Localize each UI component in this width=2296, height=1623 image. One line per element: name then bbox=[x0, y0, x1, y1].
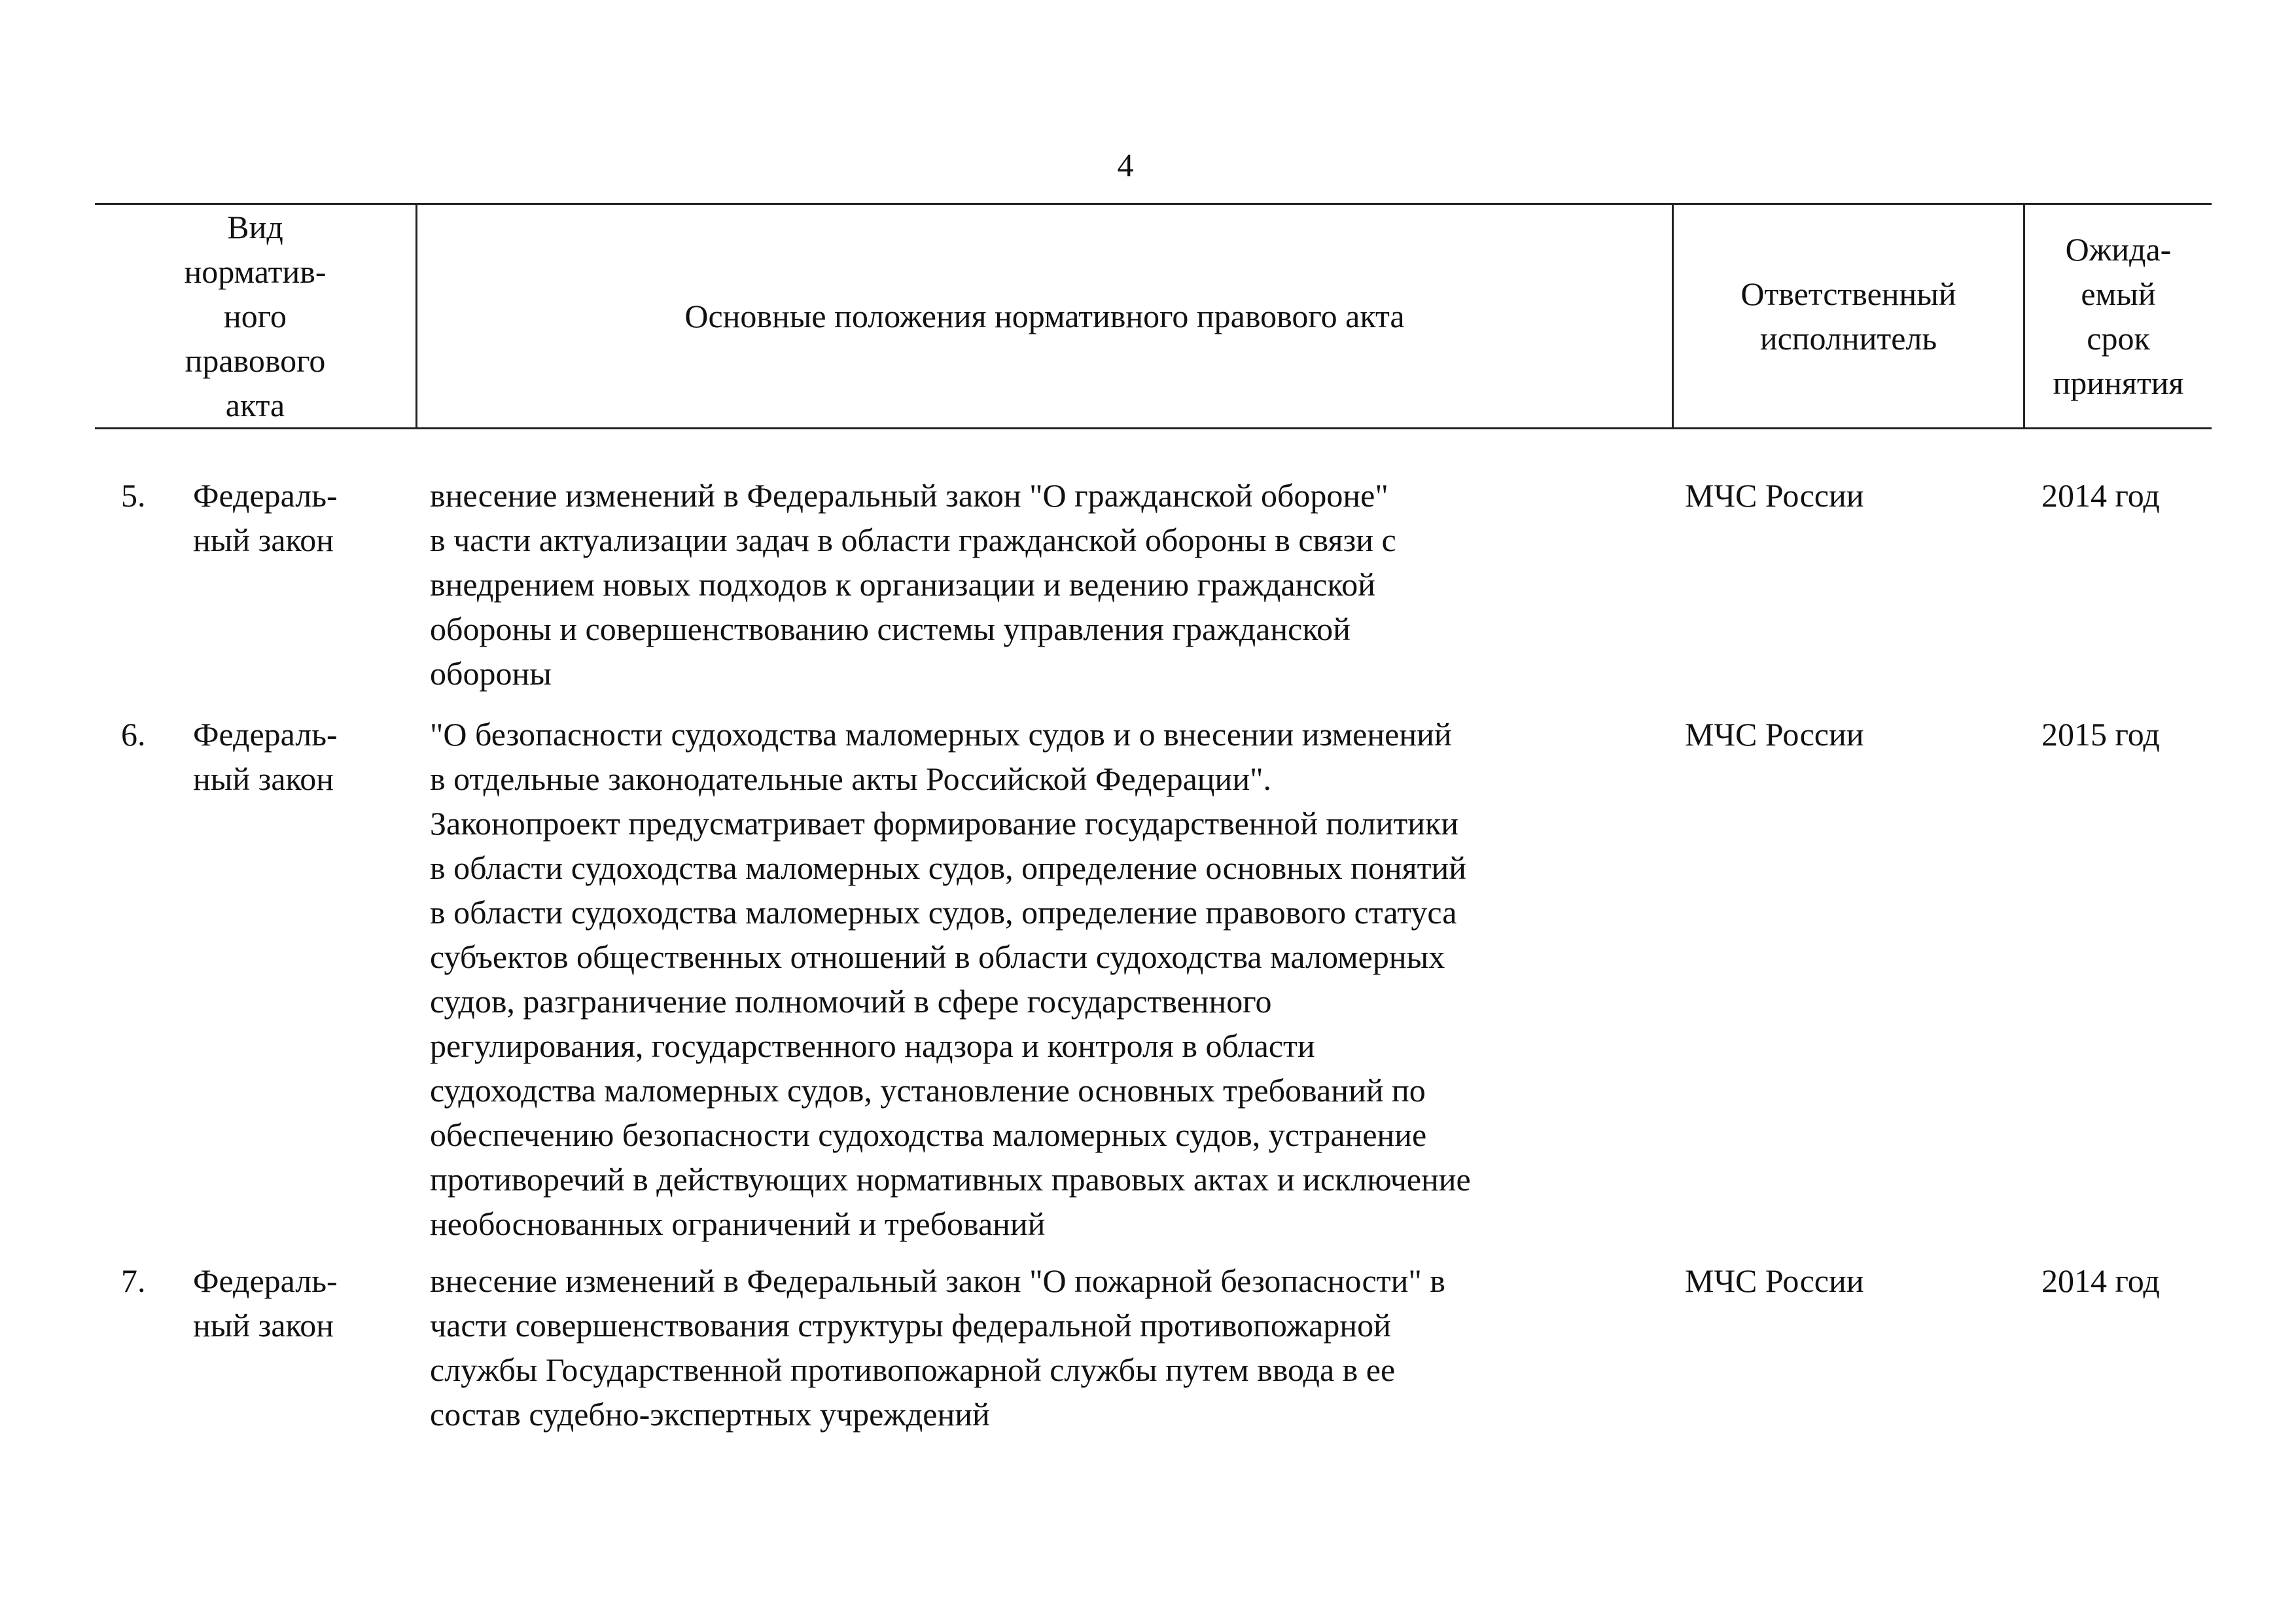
act-type: Федераль- ный закон bbox=[193, 716, 338, 797]
expected-term: 2015 год bbox=[2041, 716, 2160, 753]
column-header-expected-term: Ожида- емый срок принятия bbox=[2053, 230, 2184, 401]
expected-term: 2014 год bbox=[2041, 477, 2160, 514]
expected-term: 2014 год bbox=[2041, 1262, 2160, 1299]
row-number: 7. bbox=[121, 1262, 146, 1299]
row-number: 5. bbox=[121, 477, 146, 514]
act-type: Федераль- ный закон bbox=[193, 1262, 338, 1344]
responsible-executor: МЧС России bbox=[1685, 716, 1864, 753]
column-header-provisions: Основные положения нормативного правового акта bbox=[684, 297, 1405, 334]
page-number: 4 bbox=[1117, 147, 1134, 183]
responsible-executor: МЧС России bbox=[1685, 1262, 1864, 1299]
row-number: 6. bbox=[121, 716, 146, 753]
column-header-act-type: Вид норматив- ного правового акта bbox=[184, 208, 327, 423]
act-provisions: внесение изменений в Федеральный закон "О гражданской обороне" в части актуализации задач в области гражданской обороны в связи с внедрением новых подходов к организации и ведению гражданской обороны и совершенствованию системы управления гражданской обороны bbox=[430, 477, 1396, 692]
table-header-bottom-border bbox=[95, 427, 2212, 429]
act-type: Федераль- ный закон bbox=[193, 477, 338, 558]
responsible-executor: МЧС России bbox=[1685, 477, 1864, 514]
act-provisions: внесение изменений в Федеральный закон "О пожарной безопасности" в части совершенствования структуры федеральной противопожарной службы Государственной противопожарной службы путем ввода в ее состав судебно-экспертных учреждений bbox=[430, 1262, 1445, 1433]
column-header-executor: Ответственный исполнитель bbox=[1740, 275, 1956, 357]
act-provisions: "О безопасности судоходства маломерных судов и о внесении изменений в отдельные законодательные акты Российской Федерации". Законопроект предусматривает формирование государственной политики в области судоходства маломерных судов, определение основных понятий в области судоходства маломерных судов, определение правового статуса субъектов общественных отношений в области судоходства маломерных судов, разграничение полномочий в сфере государственного регулирования, государственного надзора и контроля в области судоходства маломерных судов, установление основных требований по обеспечению безопасности судоходства маломерных судов, устранение противоречий в действующих нормативных правовых актах и исключение необоснованных ограничений и требований bbox=[430, 716, 1471, 1242]
